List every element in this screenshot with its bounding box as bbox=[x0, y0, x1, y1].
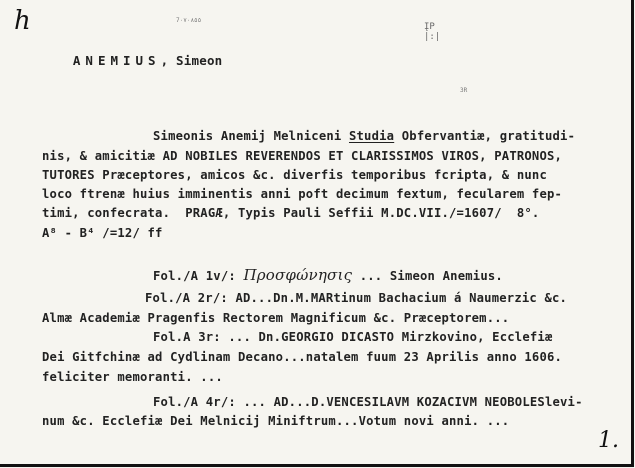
title-line-5: timi, confecrata. PRAGÆ, Typis Pauli Seffii M.DC.VII./=1607/ 8°. bbox=[42, 206, 540, 220]
title-line-3: TUTORES Præceptores, amicos &c. diverfis temporibus fcripta, & nunc bbox=[42, 168, 548, 182]
contents-line-2: Fol./A 2r/: AD...Dn.M.MARtinum Bachacium á Naumerzic &c. bbox=[145, 291, 568, 305]
author-surname: ANEMIUS bbox=[72, 53, 161, 68]
title-line-1-pre: Simeonis Anemij Melniceni bbox=[153, 129, 349, 143]
contents-line-1-greek: Προσφώνησις bbox=[243, 266, 353, 284]
contents-line-1 bbox=[153, 266, 503, 284]
title-line-4: loco ftrenæ huius imminentis anni poft decimum fextum, fecularem fep- bbox=[42, 187, 563, 201]
contents-line-8: num &c. Ecclefiæ Dei Melnicij Miniftrum...Votum novi anni. ... bbox=[42, 414, 510, 428]
title-line-1-post: Obfervantiæ, gratitudi- bbox=[394, 129, 576, 143]
contents-line-4: Fol.A 3r: ... Dn.GEORGIO DICASTO Mirzkovino, Ecclefiæ bbox=[153, 330, 553, 344]
contents-line-1-pre: Fol./A 1v/: bbox=[153, 269, 244, 283]
card-number: 1. bbox=[598, 428, 619, 453]
faint-stamp-right: ĮΡ |:| bbox=[424, 22, 441, 42]
heading-line bbox=[42, 38, 222, 83]
contents-line-5: Dei Gitfchinæ ad Cydlinam Decano...natalem fuum 23 Aprilis anno 1606. bbox=[42, 350, 563, 364]
title-line-1-underlined: Studia bbox=[348, 129, 395, 143]
contents-line-6: feliciter memoranti. ... bbox=[42, 370, 223, 384]
title-line-1 bbox=[153, 129, 575, 143]
title-line-2: nis, & amicitiæ AD NOBILES REVERENDOS ET CLARISSIMOS VIROS, PATRONOS, bbox=[42, 149, 563, 163]
contents-line-7: Fol./A 4r/: ... AD...D.VENCESILAVM KOZACIVM NEOBOLESlevi- bbox=[153, 395, 583, 409]
faint-stamp-code: 3R bbox=[460, 87, 468, 94]
contents-line-1-post: ... Simeon Anemius. bbox=[352, 269, 503, 283]
corner-handwritten-mark: h bbox=[14, 6, 31, 36]
author-firstname: , Simeon bbox=[160, 53, 223, 68]
title-collation: A⁸ - B⁴ /=12/ ff bbox=[42, 226, 163, 240]
contents-line-3: Almæ Academiæ Pragenfis Rectorem Magnificum &c. Præceptorem... bbox=[42, 311, 510, 325]
faint-stamp-small: 7٠٧٠٨٥٥ bbox=[176, 17, 202, 24]
